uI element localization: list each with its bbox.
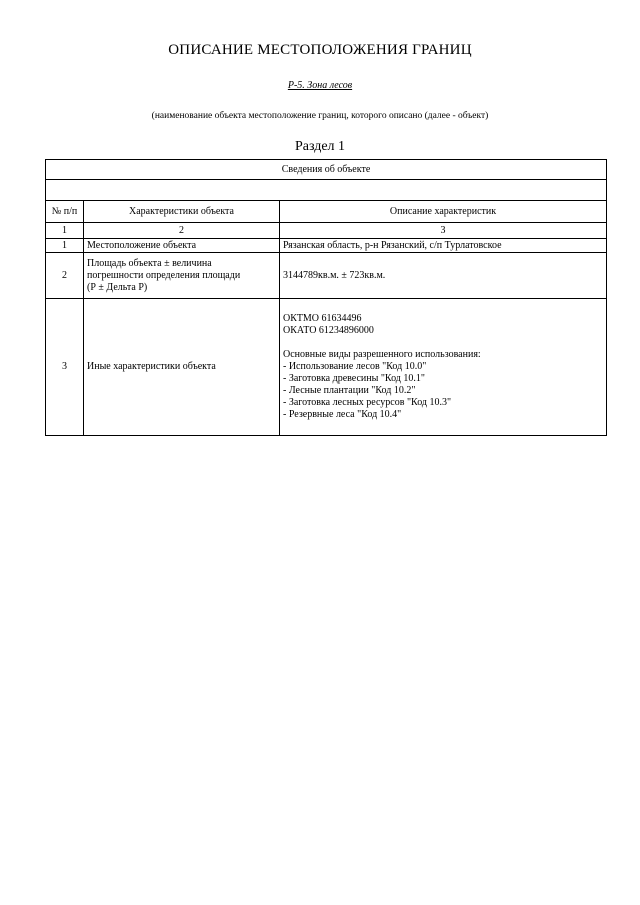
column-header-characteristic: Характеристики объекта xyxy=(84,201,280,223)
section-title: Раздел 1 xyxy=(294,139,346,154)
row-description xyxy=(280,299,607,436)
row-characteristic: Иные характеристики объекта xyxy=(84,299,280,436)
column-number-3: 3 xyxy=(280,223,607,239)
usage-heading: Основные виды разрешенного использования: xyxy=(283,349,481,360)
row-description: 3144789кв.м. ± 723кв.м. xyxy=(280,253,607,299)
table-header: Сведения об объекте xyxy=(46,160,607,180)
table-row xyxy=(46,253,607,299)
row-number: 1 xyxy=(46,239,84,253)
row-characteristic xyxy=(84,253,280,299)
column-header-row xyxy=(46,201,607,223)
document-title: ОПИСАНИЕ МЕСТОПОЛОЖЕНИЯ ГРАНИЦ xyxy=(168,42,472,58)
object-caption: (наименование объекта местоположение границ, которого описано (далее - объект) xyxy=(151,111,489,121)
table-header-row xyxy=(46,160,607,180)
column-number-row xyxy=(46,223,607,239)
line-gap xyxy=(283,337,603,349)
usage-item: - Использование лесов "Код 10.0" xyxy=(283,361,427,372)
usage-item: - Лесные плантации "Код 10.2" xyxy=(283,385,416,396)
usage-item: - Резервные леса "Код 10.4" xyxy=(283,409,402,420)
object-info-table xyxy=(45,159,607,436)
blank-cell xyxy=(46,180,607,201)
column-number-1: 1 xyxy=(46,223,84,239)
characteristic-line: погрешности определения площади xyxy=(87,269,241,281)
okato-code: ОКАТО 61234896000 xyxy=(283,325,374,336)
usage-item: - Заготовка лесных ресурсов "Код 10.3" xyxy=(283,397,452,408)
table-blank-row xyxy=(46,180,607,201)
table-row xyxy=(46,239,607,253)
object-name: Р-5. Зона лесов xyxy=(287,80,353,91)
oktmo-code: ОКТМО 61634496 xyxy=(283,313,362,324)
row-description: Рязанская область, р-н Рязанский, с/п Турлатовское xyxy=(280,239,607,253)
column-header-num: № п/п xyxy=(46,201,84,223)
column-number-2: 2 xyxy=(84,223,280,239)
usage-item: - Заготовка древесины "Код 10.1" xyxy=(283,373,425,384)
row-number: 3 xyxy=(46,299,84,436)
characteristic-line: (Р ± Дельта Р) xyxy=(87,281,148,293)
row-number: 2 xyxy=(46,253,84,299)
characteristic-line: Площадь объекта ± величина xyxy=(87,257,212,269)
table-row xyxy=(46,299,607,436)
column-header-description: Описание характеристик xyxy=(280,201,607,223)
row-characteristic: Местоположение объекта xyxy=(84,239,280,253)
